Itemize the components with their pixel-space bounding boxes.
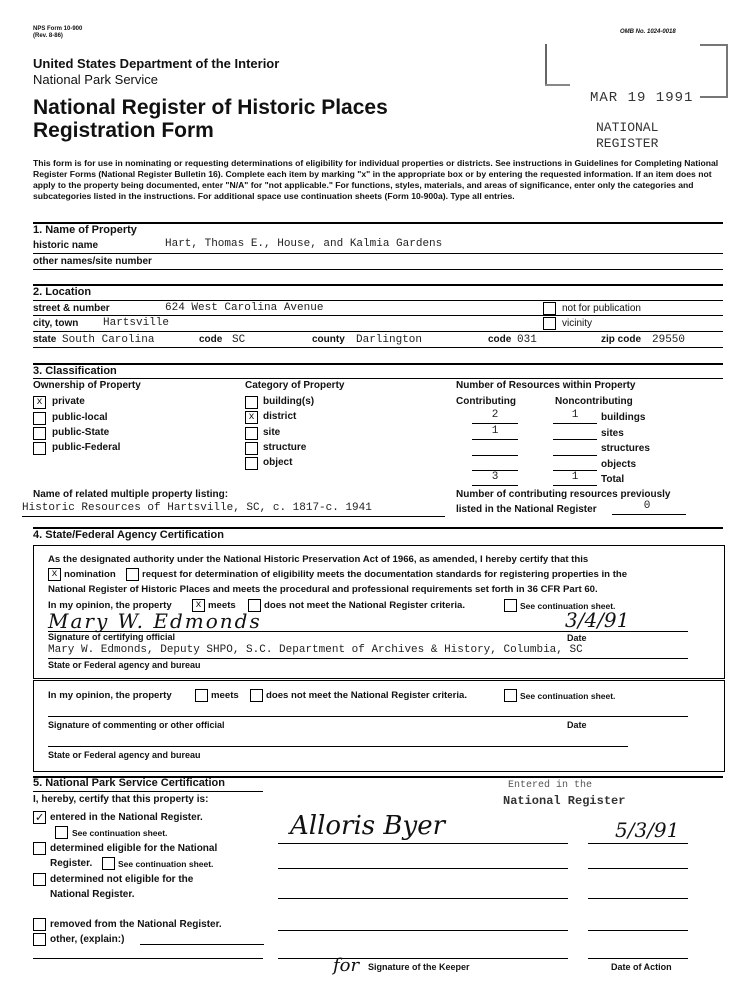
noncontributing-heading: Noncontributing [555, 396, 633, 407]
opinion2-text: In my opinion, the property [48, 690, 172, 701]
service-name: National Park Service [33, 72, 158, 87]
category-label: site [263, 427, 281, 438]
determined-not-eligible-label-2: National Register. [50, 889, 135, 900]
zip-label: zip code [601, 334, 642, 345]
stamp-date: MAR 19 1991 [590, 90, 694, 106]
contributing-count[interactable]: 1 [491, 425, 499, 437]
determined-eligible-label: determined eligible for the National [50, 843, 218, 854]
see-continuation-checkbox[interactable] [504, 599, 517, 612]
category-label: district [263, 411, 297, 422]
category-label: object [263, 457, 293, 468]
removed-checkbox[interactable] [33, 918, 46, 931]
cert-line-2: request for determination of eligibility meets the documentation standards for registering properties in the [142, 569, 628, 580]
ownership-checkbox[interactable]: x [33, 396, 46, 409]
department-name: United States Department of the Interior [33, 56, 280, 71]
does-not-meet-label: does not meet the National Register criteria. [264, 600, 465, 611]
keeper-signature[interactable]: Alloris Byer [290, 811, 446, 841]
determined-not-eligible-checkbox[interactable] [33, 873, 46, 886]
category-checkbox[interactable]: x [245, 411, 258, 424]
nps-certify-text: I, hereby, certify that this property is: [33, 794, 209, 805]
cert-line-3: National Register of Historic Places and meets the procedural and professional requirements set forth in 36 CFR Part 60. [48, 584, 598, 595]
county-code-field[interactable]: 031 [517, 334, 537, 346]
opinion-text: In my opinion, the property [48, 600, 172, 611]
meets-label: meets [208, 600, 236, 611]
contributing-count[interactable]: 2 [491, 409, 499, 421]
commenting-date-label: Date [567, 720, 587, 730]
see-continuation-label: See continuation sheet. [520, 601, 616, 611]
stamp-register: REGISTER [596, 136, 659, 151]
related-listing-label: Name of related multiple property listing: [33, 489, 229, 500]
form-number: NPS Form 10-900 [33, 26, 83, 32]
agency2-label: State or Federal agency and bureau [48, 750, 201, 760]
category-checkbox[interactable] [245, 427, 258, 440]
contributing-heading: Contributing [456, 396, 516, 407]
contributing-total[interactable]: 3 [491, 471, 499, 483]
does-not-meet2-label: does not meet the National Register criteria. [266, 690, 467, 701]
vicinity-label: vicinity [562, 318, 593, 329]
state-code-label: code [199, 334, 223, 345]
city-field[interactable]: Hartsville [103, 317, 170, 329]
county-label: county [312, 334, 345, 345]
stamp-national: NATIONAL [596, 120, 659, 135]
historic-name-label: historic name [33, 240, 99, 251]
eligible-continuation-label: See continuation sheet. [118, 859, 214, 869]
determined-eligible-checkbox[interactable] [33, 842, 46, 855]
category-label: building(s) [263, 396, 315, 407]
resource-type-label: objects [601, 459, 637, 470]
state-label: state [33, 334, 57, 345]
ownership-label: public-State [52, 427, 110, 438]
removed-label: removed from the National Register. [50, 919, 222, 930]
meets2-checkbox[interactable] [195, 689, 208, 702]
previous-count-label-2: listed in the National Register [456, 504, 597, 515]
request-checkbox[interactable] [126, 568, 139, 581]
vicinity-checkbox[interactable] [543, 317, 556, 330]
entered-label: entered in the National Register. [50, 812, 203, 823]
section-2-heading: 2. Location [33, 286, 92, 298]
zip-field[interactable]: 29550 [652, 334, 686, 346]
section-3-heading: 3. Classification [33, 365, 117, 377]
section-1-heading: 1. Name of Property [33, 224, 137, 236]
ownership-label: private [52, 396, 85, 407]
resource-type-label: structures [601, 443, 650, 454]
ownership-heading: Ownership of Property [33, 380, 141, 391]
form-title: National Register of Historic Places [33, 96, 388, 119]
previous-count-field[interactable]: 0 [643, 500, 651, 512]
certifying-signature[interactable]: Mary W. Edmonds [48, 609, 262, 633]
related-listing-field[interactable]: Historic Resources of Hartsville, SC, c. 1817-c. 1941 [22, 502, 372, 514]
category-checkbox[interactable] [245, 457, 258, 470]
entered-checkbox[interactable]: ✓ [33, 811, 46, 824]
section-5-heading: 5. National Park Service Certification [33, 777, 225, 789]
form-revision: (Rev. 8-86) [33, 33, 63, 39]
determined-eligible-label-2: Register. [50, 858, 93, 869]
action-date[interactable]: 5/3/91 [615, 818, 680, 842]
omb-number: OMB No. 1024-0018 [620, 29, 676, 35]
agency-label: State or Federal agency and bureau [48, 660, 201, 670]
noncontributing-count[interactable]: 1 [571, 409, 579, 421]
ownership-checkbox[interactable] [33, 427, 46, 440]
state-code-field[interactable]: SC [232, 334, 246, 346]
does-not-meet2-checkbox[interactable] [250, 689, 263, 702]
entered-stamp-line1: Entered in the [508, 780, 593, 791]
historic-name-field[interactable]: Hart, Thomas E., House, and Kalmia Gardens [165, 238, 443, 250]
ownership-label: public-local [52, 412, 108, 423]
instructions-text: This form is for use in nominating or requesting determinations of eligibility for individual properties or districts. See instructions in Guidelines for Completing National Register Forms (National Register Bulletin 16). Complete each item by marking "x" in the appropriate box or by entering the requested information. If an item does not apply to the property being documented, enter "N/A" for "not applicable." For functions, styles, materials, and areas of significance, enter only the categories and subcategories listed in the instructions. For additional space use continuation sheets (Form 10-900a). Type all entries. [33, 158, 719, 201]
previous-count-label: Number of contributing resources previously [456, 489, 671, 500]
nomination-label: nomination [64, 569, 116, 580]
eligible-continuation-checkbox[interactable] [102, 857, 115, 870]
other-checkbox[interactable] [33, 933, 46, 946]
ownership-checkbox[interactable] [33, 442, 46, 455]
not-for-publication-checkbox[interactable] [543, 302, 556, 315]
category-heading: Category of Property [245, 380, 345, 391]
county-field[interactable]: Darlington [356, 334, 423, 346]
for-mark: for [333, 955, 360, 976]
category-label: structure [263, 442, 307, 453]
category-checkbox[interactable] [245, 396, 258, 409]
ownership-label: public-Federal [52, 442, 121, 453]
resource-total-label: Total [601, 474, 625, 485]
meets-checkbox[interactable]: x [192, 599, 205, 612]
see-continuation2-checkbox[interactable] [504, 689, 517, 702]
other-names-label: other names/site number [33, 256, 152, 267]
certifying-signature-label: Signature of certifying official [48, 632, 176, 642]
resources-heading: Number of Resources within Property [456, 380, 636, 391]
cert-line-1: As the designated authority under the National Historic Preservation Act of 1966, as amended, I hereby certify that this [48, 554, 589, 565]
not-for-publication-label: not for publication [562, 303, 641, 314]
keeper-signature-label: Signature of the Keeper [368, 962, 470, 972]
form-subtitle: Registration Form [33, 119, 214, 142]
certifying-date[interactable]: 3/4/91 [565, 608, 630, 632]
other-label: other, (explain:) [50, 934, 125, 945]
resource-type-label: buildings [601, 412, 646, 423]
section-4-heading: 4. State/Federal Agency Certification [33, 529, 224, 541]
commenting-signature-label: Signature of commenting or other official [48, 720, 225, 730]
county-code-label: code [488, 334, 512, 345]
resource-type-label: sites [601, 428, 624, 439]
official-title-field[interactable]: Mary W. Edmonds, Deputy SHPO, S.C. Department of Archives & History, Columbia, SC [48, 644, 583, 656]
street-label: street & number [33, 303, 110, 314]
state-field[interactable]: South Carolina [62, 334, 155, 346]
determined-not-eligible-label: determined not eligible for the [50, 874, 194, 885]
see-continuation2-label: See continuation sheet. [520, 691, 616, 701]
noncontributing-total[interactable]: 1 [571, 471, 579, 483]
entered-continuation-label: See continuation sheet. [72, 828, 168, 838]
entered-stamp-line2: National Register [503, 794, 626, 808]
entered-continuation-checkbox[interactable] [55, 826, 68, 839]
certifying-date-label: Date [567, 633, 587, 643]
action-date-label: Date of Action [611, 962, 672, 972]
meets2-label: meets [211, 690, 239, 701]
ownership-checkbox[interactable] [33, 412, 46, 425]
street-field[interactable]: 624 West Carolina Avenue [165, 302, 324, 314]
category-checkbox[interactable] [245, 442, 258, 455]
city-label: city, town [33, 318, 79, 329]
nomination-checkbox[interactable]: x [48, 568, 61, 581]
